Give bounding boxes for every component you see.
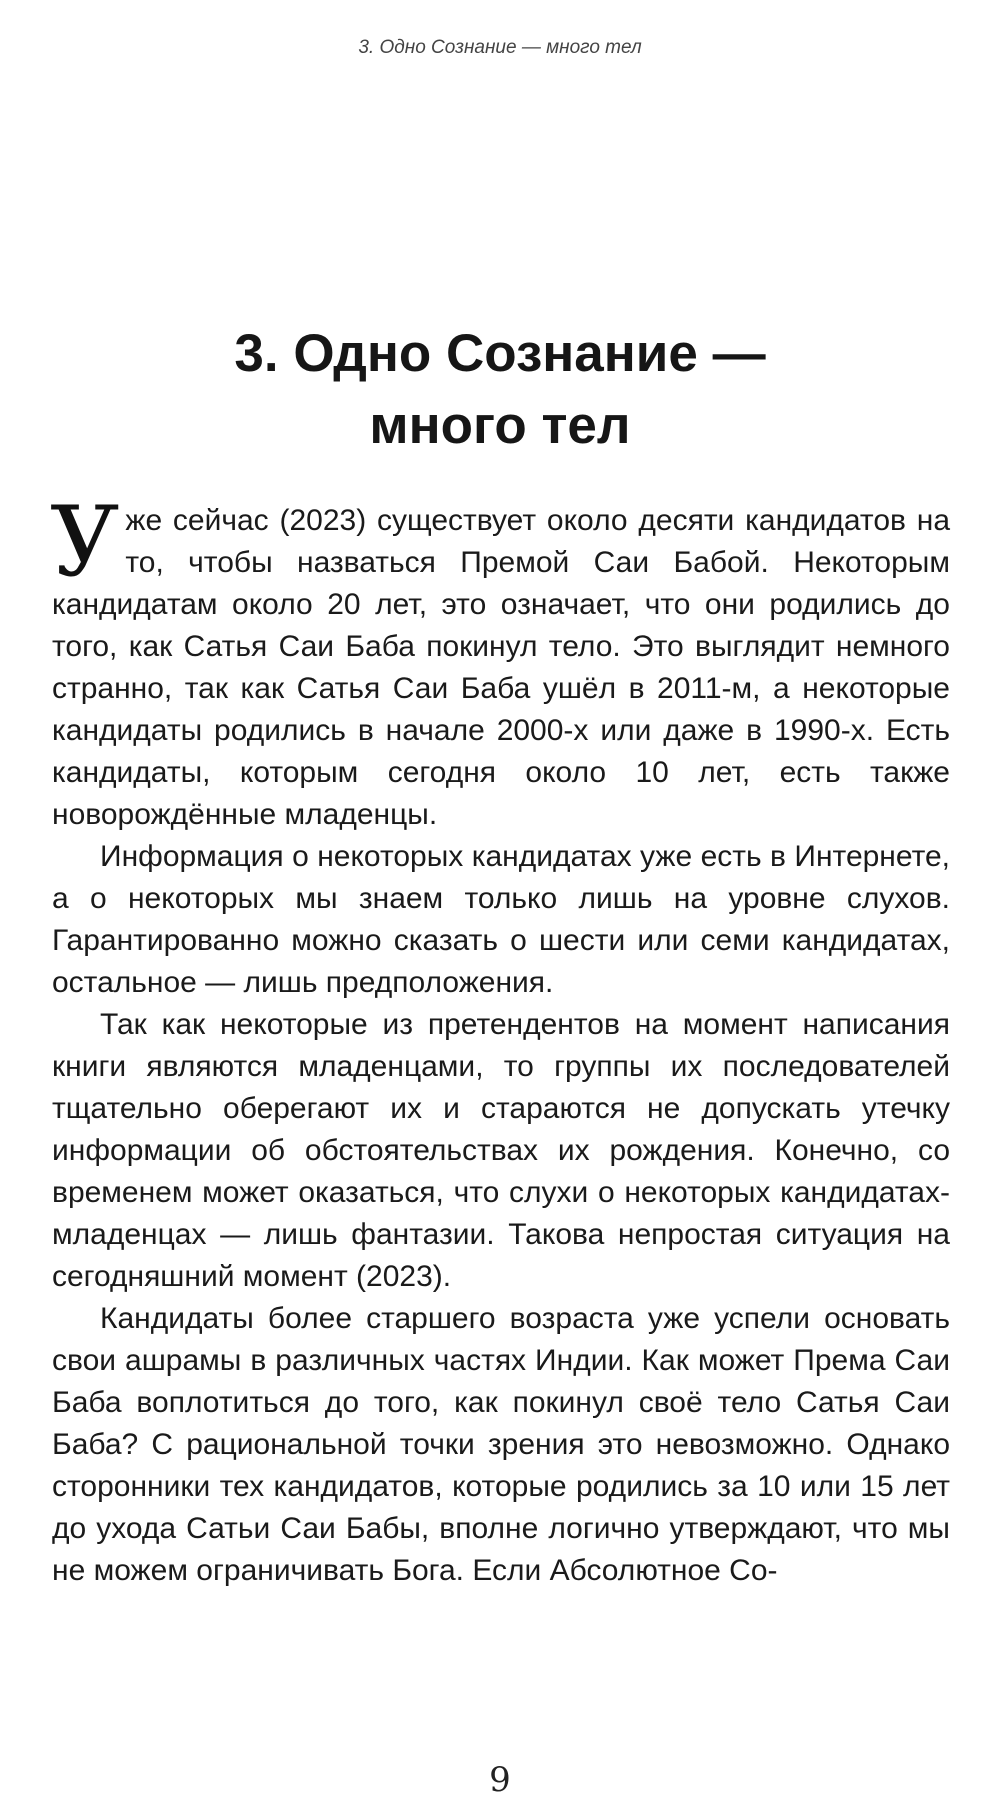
drop-cap: У bbox=[50, 486, 120, 598]
paragraph-1-text: же сейчас (2023) существует около десяти кандидатов на то, чтобы назваться Премой Саи Бабой. Некоторым кандидатам около 20 лет, это означает, что они родились до того, как Сатья Саи Баба покинул тело. Это выглядит немного странно, так как Сатья Саи Баба ушёл в 2011-м, а некоторые кандидаты родились в начале 2000-х или даже в 1990-х. Есть кандидаты, которым сегодня около 10 лет, есть также новорождённые младенцы. bbox=[52, 504, 950, 831]
chapter-title bbox=[0, 318, 1000, 462]
paragraph-3: Так как некоторые из претендентов на момент написания книги являются младенцами, то группы их последователей тщательно оберегают их и стараются не допускать утечку информации об обстоятельствах их рождения. Конечно, со временем может оказаться, что слухи о некоторых кандидатах-младенцах — лишь фантазии. Такова непростая ситуация на сегодняшний момент (2023). bbox=[52, 1008, 950, 1293]
paragraph-1 bbox=[50, 486, 950, 836]
paragraph-4: Кандидаты более старшего возраста уже успели основать свои ашрамы в различных частях Индии. Как может Према Саи Баба воплотиться до того, как покинул своё тело Сатья Саи Баба? С рациональной точки зрения это невозможно. Однако сторонники тех кандидатов, которые родились за 10 или 15 лет до ухода Сатьи Саи Бабы, вполне логично утверждают, что мы не можем ограничивать Бога. Если Абсолютное Со- bbox=[52, 1302, 950, 1587]
chapter-title-line-2: много тел bbox=[369, 396, 631, 455]
page-number: 9 bbox=[489, 1760, 511, 1800]
running-header: 3. Одно Сознание — много тел bbox=[358, 37, 642, 58]
chapter-title-line-1: 3. Одно Сознание — bbox=[234, 324, 766, 383]
paragraph-2: Информация о некоторых кандидатах уже есть в Интернете, а о некоторых мы знаем только лишь на уровне слухов. Гарантированно можно сказать о шести или семи кандидатах, остальное — лишь предположения. bbox=[52, 840, 950, 999]
body-text bbox=[50, 486, 950, 1592]
